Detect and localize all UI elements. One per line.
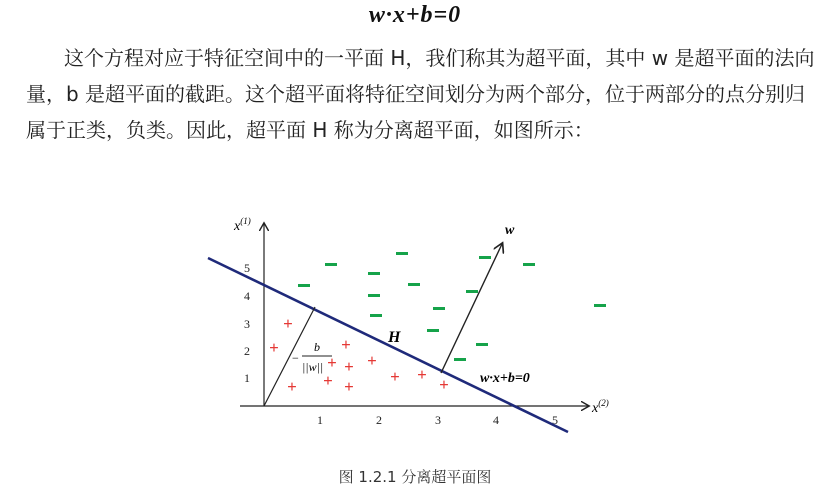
negative-point [370,314,382,317]
y-tick-labels [244,261,250,385]
normal-vector [441,244,502,373]
positive-point: + [283,314,293,333]
positive-point: + [327,353,337,372]
negative-point [368,272,380,275]
y-tick-2: 2 [244,344,250,358]
positive-point: + [417,365,427,384]
negative-point [594,304,606,307]
positive-point: + [390,367,400,386]
y-tick-3: 3 [244,317,250,331]
hyperplane-svg [200,210,640,450]
negative-point [325,263,337,266]
negative-point [479,256,491,259]
negative-point [454,358,466,361]
negative-point [433,307,445,310]
negative-point [298,284,310,287]
positive-point: + [367,351,377,370]
y-axis-label: $x^{(1)}$ [234,216,251,234]
distance-numerator: b [314,340,320,354]
positive-point: + [269,338,279,357]
y-tick-4: 4 [244,289,250,303]
x-tick-labels [317,413,558,427]
positive-point: + [439,375,449,394]
negative-point [427,329,439,332]
positive-point: + [344,357,354,376]
distance-label [292,340,332,374]
body-paragraph: 这个方程对应于特征空间中的一平面 H，我们称其为超平面，其中 w 是超平面的法向量，b 是超平面的截距。这个超平面将特征空间划分为两个部分，位于两部分的点分别归属于正类，负类。因此，超平面 H 称为分离超平面，如图所示： [26,46,815,142]
x-tick-2: 2 [376,413,382,427]
negative-point [523,263,535,266]
normal-vector-label: w [505,223,515,238]
equation: w·x+b=0 [368,2,462,28]
positive-point: + [323,371,333,390]
positive-point: + [341,335,351,354]
hyperplane-figure [200,210,640,450]
negative-point [368,294,380,297]
x-axis-label: $x^{(2)}$ [592,398,609,416]
distance-denominator: ||w|| [302,360,324,374]
positive-point: + [287,377,297,396]
y-tick-1: 1 [244,371,250,385]
plane-equation: w·x+b=0 [480,371,530,386]
x-tick-4: 4 [493,413,499,427]
negative-point [396,252,408,255]
positive-point: + [344,377,354,396]
negative-point [476,343,488,346]
hyperplane-label: H [388,329,401,346]
y-tick-5: 5 [244,261,250,275]
x-tick-5: 5 [552,413,558,427]
x-tick-3: 3 [435,413,441,427]
negative-point [408,283,420,286]
x-tick-1: 1 [317,413,323,427]
distance-minus: − [292,351,299,365]
negative-point [466,290,478,293]
figure-caption: 图 1.2.1 分离超平面图 [338,468,492,486]
